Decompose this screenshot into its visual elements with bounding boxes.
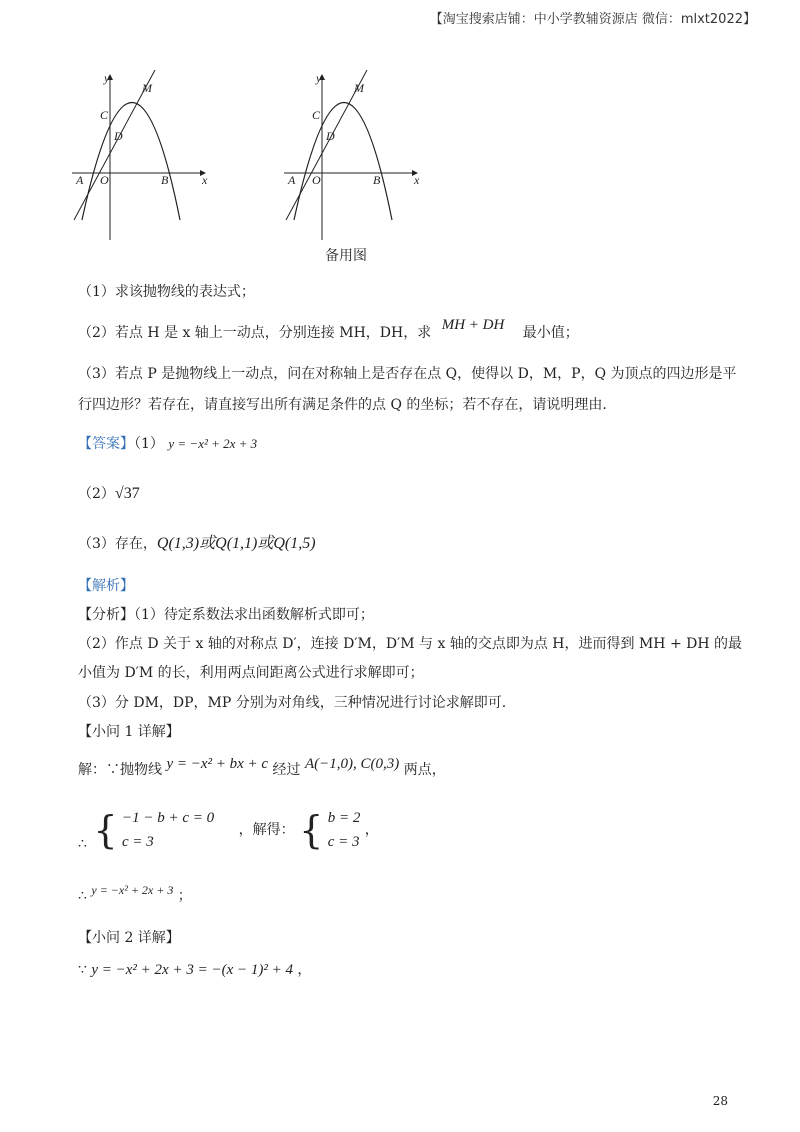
analysis-line4: （3）分 DM，DP，MP 分别为对角线，三种情况进行讨论求解即可. [78, 695, 507, 711]
label-x: x [202, 173, 208, 187]
answer-2: （2）√37 [78, 485, 140, 502]
analysis-line2: （2）作点 D 关于 x 轴的对称点 D′，连接 D′M，D′M 与 x 轴的交点即为点 H，进而得到 MH + DH 的最 [78, 636, 743, 652]
brace-left: { [93, 808, 118, 852]
parabola-figures [60, 70, 440, 250]
svg-text:y: y [316, 71, 322, 85]
question-2: （2）若点 H 是 x 轴上一动点，分别连接 MH，DH，求 MH + DH 最小值； [78, 317, 579, 341]
parabola [82, 103, 180, 221]
svg-text:D: D [326, 129, 335, 143]
question-3-line1: （3）若点 P 是抛物线上一动点，问在对称轴上是否存在点 Q，使得以 D，M，P，Q 为顶点的四边形是平 [78, 366, 737, 382]
figure-backup [284, 70, 420, 240]
question-3-line2: 行四边形？若存在，请直接写出所有满足条件的点 Q 的坐标；若不存在，请说明理由. [78, 397, 607, 413]
detail1-line1: 解：∵抛物线 y = −x² + bx + c 经过 A(−1,0), C(0,3) 两点， [78, 756, 446, 778]
detail1-title: 【小问 1 详解】 [78, 724, 180, 740]
svg-text:M: M [354, 81, 364, 95]
answer-3: （3）存在，Q(1,3)或Q(1,1)或Q(1,5) [78, 535, 316, 552]
label-d: D [114, 129, 123, 143]
detail1-result: ∴ y = −x² + 2x + 3 ； [78, 883, 192, 904]
question-1: （1）求该抛物线的表达式； [78, 284, 255, 300]
analysis-line1: 【分析】（1）待定系数法求出函数解析式即可； [78, 607, 374, 623]
detail2-title: 【小问 2 详解】 [78, 930, 180, 946]
answer-tag: 【答案】 [78, 436, 134, 452]
label-y: y [104, 71, 110, 85]
detail2-line: ∵ y = −x² + 2x + 3 = −(x − 1)² + 4 ， [78, 962, 312, 978]
figure-caption: 备用图 [325, 248, 367, 264]
answer-1: 【答案】（1） y = −x² + 2x + 3 [78, 436, 258, 452]
analysis-line3: 小值为 D′M 的长，利用两点间距离公式进行求解即可； [78, 665, 424, 681]
detail1-system: ∴ { −1 − b + c = 0 c = 3 ，解得： { b = 2 c = 3 ， [78, 808, 379, 852]
figure-main [72, 70, 208, 240]
label-b: B [161, 173, 169, 187]
analysis-tag: 【解析】 [78, 578, 134, 594]
label-o: O [100, 173, 109, 187]
label-a: A [76, 173, 84, 187]
svg-text:O: O [312, 173, 321, 187]
svg-text:A: A [288, 173, 296, 187]
label-m: M [142, 81, 152, 95]
svg-text:x: x [414, 173, 420, 187]
page-header: 【淘宝搜索店铺：中小学教辅资源店 微信：mlxt2022】 [429, 12, 756, 27]
svg-text:C: C [312, 108, 321, 122]
brace-right: { [299, 808, 324, 852]
label-c: C [100, 108, 109, 122]
page-number: 28 [712, 1094, 728, 1108]
svg-text:B: B [373, 173, 381, 187]
